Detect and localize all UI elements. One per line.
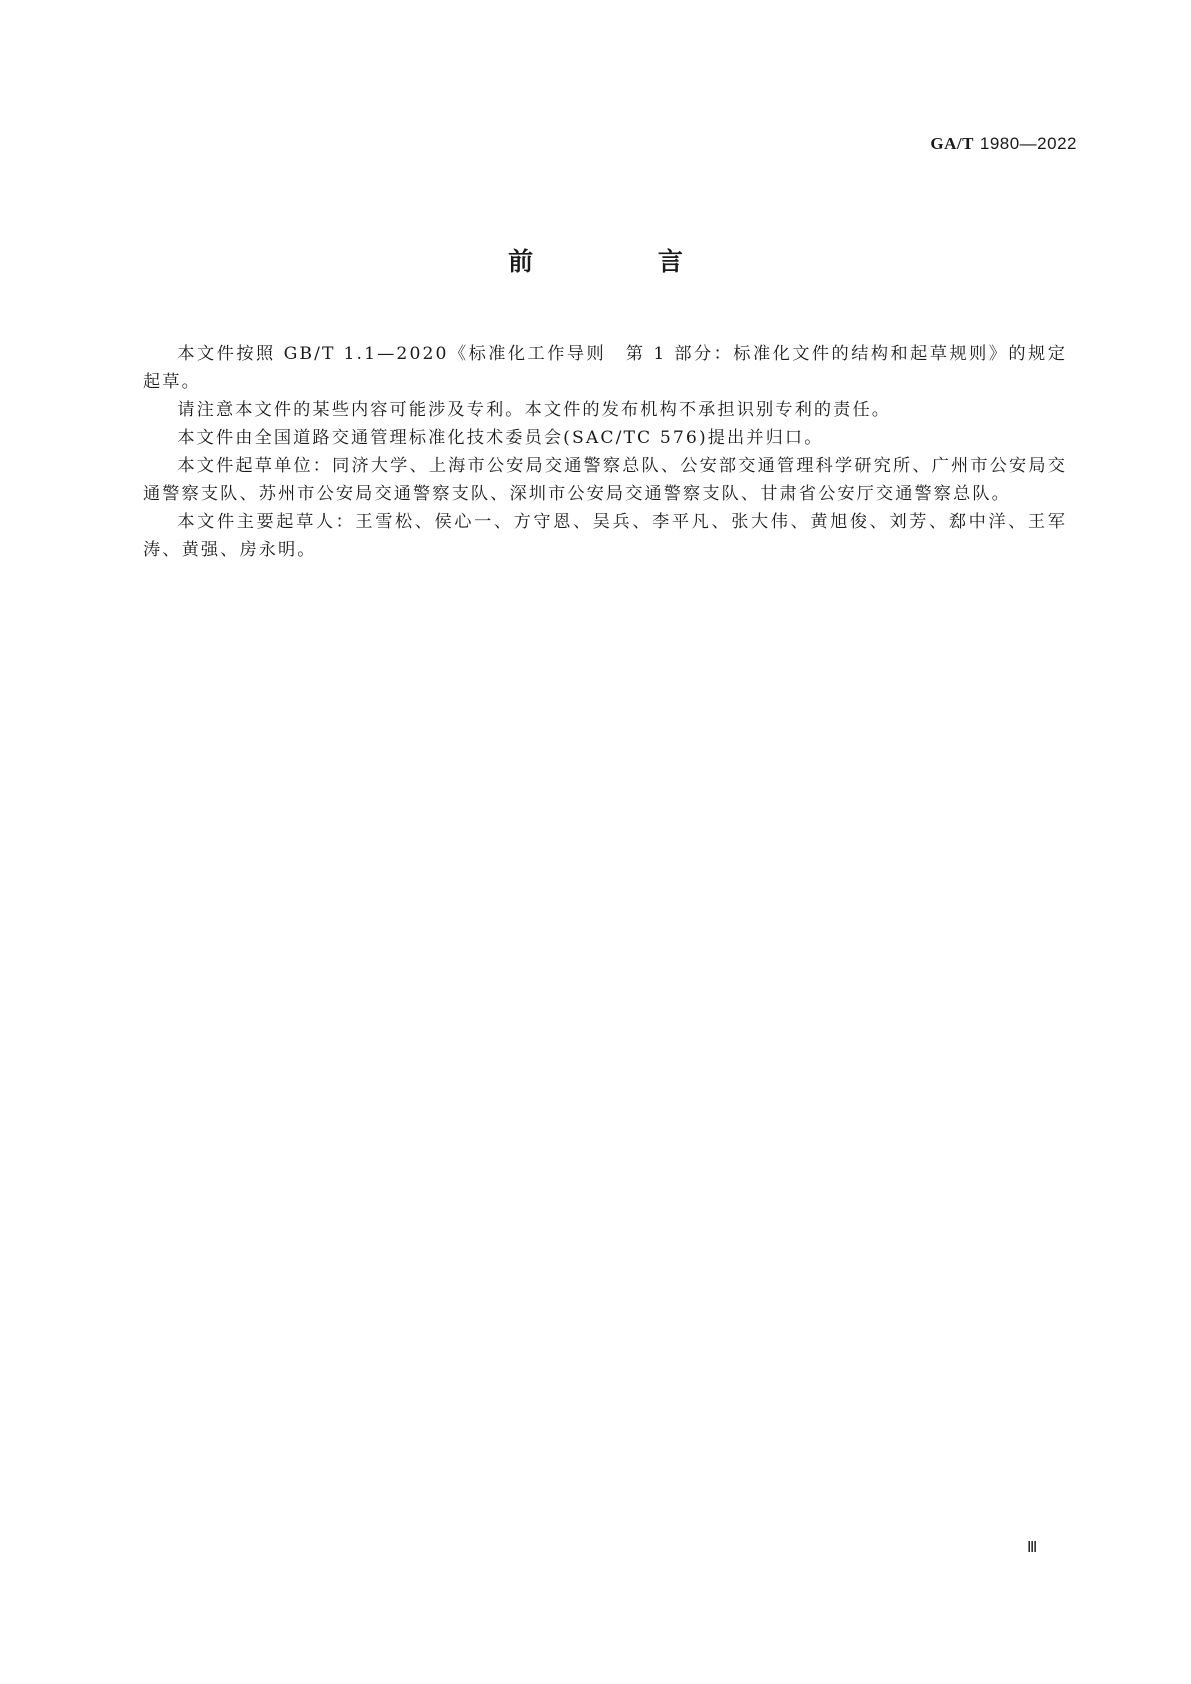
paragraph-drafting-units: 本文件起草单位：同济大学、上海市公安局交通警察总队、公安部交通管理科学研究所、广州市公安局交通警察支队、苏州市公安局交通警察支队、深圳市公安局交通警察支队、甘肃省公安厅交通警察总队。 [143,456,1067,504]
paragraph-drafters: 本文件主要起草人：王雪松、侯心一、方守恩、吴兵、李平凡、张大伟、黄旭俊、刘芳、郄中洋、王军涛、黄强、房永明。 [143,512,1067,560]
foreword-body [143,340,1067,564]
paragraph-patent-notice: 请注意本文件的某些内容可能涉及专利。本文件的发布机构不承担识别专利的责任。 [177,400,892,420]
page-title: 前 言 [508,247,741,276]
standard-prefix: GA/T [930,134,974,153]
standard-number: 1980—2022 [979,134,1077,153]
standard-code [930,134,1077,154]
paragraph-drafting-rules: 本文件按照 GB/T 1.1—2020《标准化工作导则 第 1 部分：标准化文件的结构和起草规则》的规定起草。 [143,344,1067,392]
page-number: Ⅲ [1027,1540,1038,1556]
paragraph-committee: 本文件由全国道路交通管理标准化技术委员会(SAC/TC 576)提出并归口。 [177,428,824,448]
